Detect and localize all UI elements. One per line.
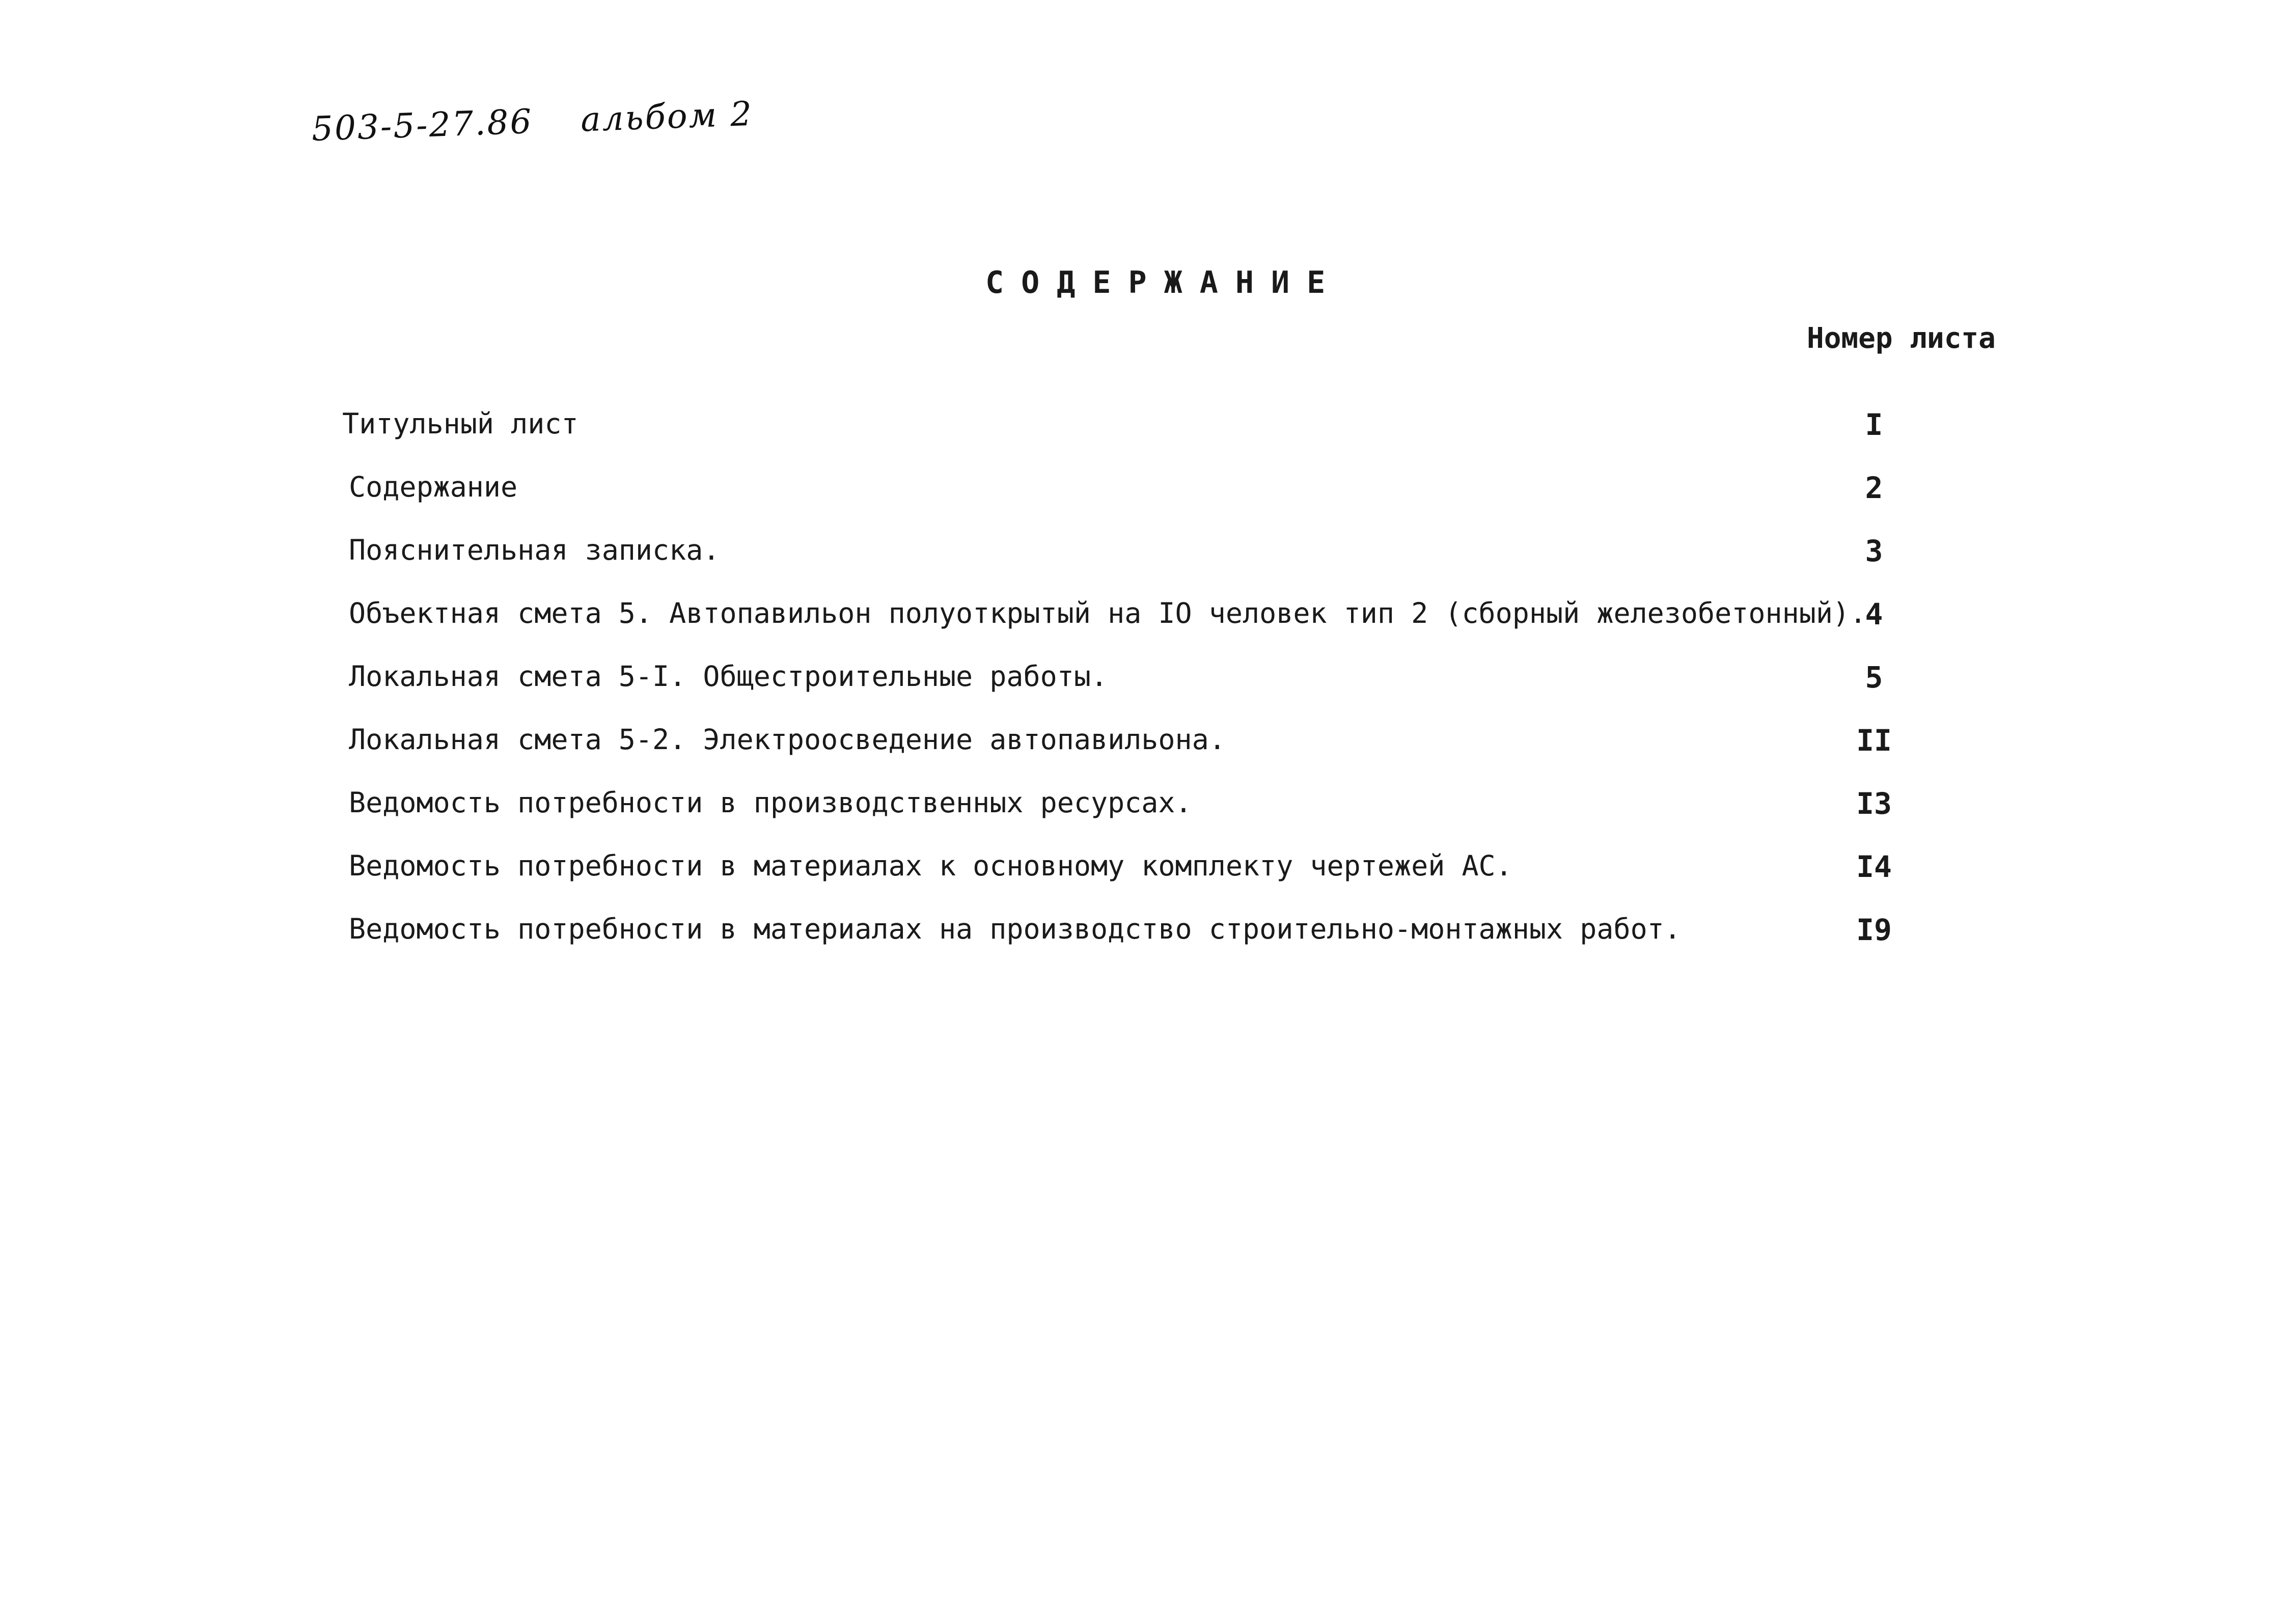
toc-row bbox=[0, 597, 2286, 643]
toc-entry-page: I3 bbox=[1856, 786, 1892, 821]
toc-row bbox=[0, 471, 2286, 516]
toc-entry-title: Ведомость потребности в материалах на производство строительно-монтажных работ. bbox=[349, 913, 1681, 945]
column-header-sheet-number: Номер листа bbox=[1807, 322, 1996, 355]
toc-row bbox=[0, 534, 2286, 580]
toc-row bbox=[0, 660, 2286, 706]
toc-entry-title: Ведомость потребности в производственных ресурсах. bbox=[349, 786, 1192, 819]
toc-entry-page: I9 bbox=[1856, 913, 1892, 947]
toc-entry-page: I4 bbox=[1856, 849, 1892, 884]
toc-entry-title: Титульный лист bbox=[342, 407, 579, 440]
toc-row bbox=[0, 786, 2286, 832]
toc-entry-title: Локальная смета 5-I. Общестроительные работы. bbox=[349, 660, 1108, 693]
toc-entry-page: 4 bbox=[1865, 597, 1883, 631]
toc-entry-title: Содержание bbox=[349, 471, 518, 503]
toc-entry-title: Объектная смета 5. Автопавильон полуоткрытый на IO человек тип 2 (сборный железобетонный). bbox=[349, 597, 1867, 629]
toc-entry-page: 2 bbox=[1865, 471, 1883, 505]
doc-number: 503-5-27.86 bbox=[311, 101, 534, 149]
toc-row bbox=[0, 913, 2286, 958]
album-label: альбом 2 bbox=[580, 94, 754, 140]
toc-row bbox=[0, 723, 2286, 769]
toc-entry-title: Ведомость потребности в материалах к основному комплекту чертежей АС. bbox=[349, 849, 1512, 882]
toc-entry-page: 3 bbox=[1865, 534, 1883, 568]
page-title: СОДЕРЖАНИЕ bbox=[985, 265, 1343, 300]
toc-entry-page: 5 bbox=[1865, 660, 1883, 695]
toc-entry-page: I bbox=[1865, 407, 1883, 442]
toc-entry-page: II bbox=[1856, 723, 1892, 758]
toc-row bbox=[0, 849, 2286, 895]
toc-row bbox=[0, 407, 2286, 453]
toc-entry-title: Пояснительная записка. bbox=[349, 534, 720, 566]
toc-entry-title: Локальная смета 5-2. Электроосведение автопавильона. bbox=[349, 723, 1226, 756]
